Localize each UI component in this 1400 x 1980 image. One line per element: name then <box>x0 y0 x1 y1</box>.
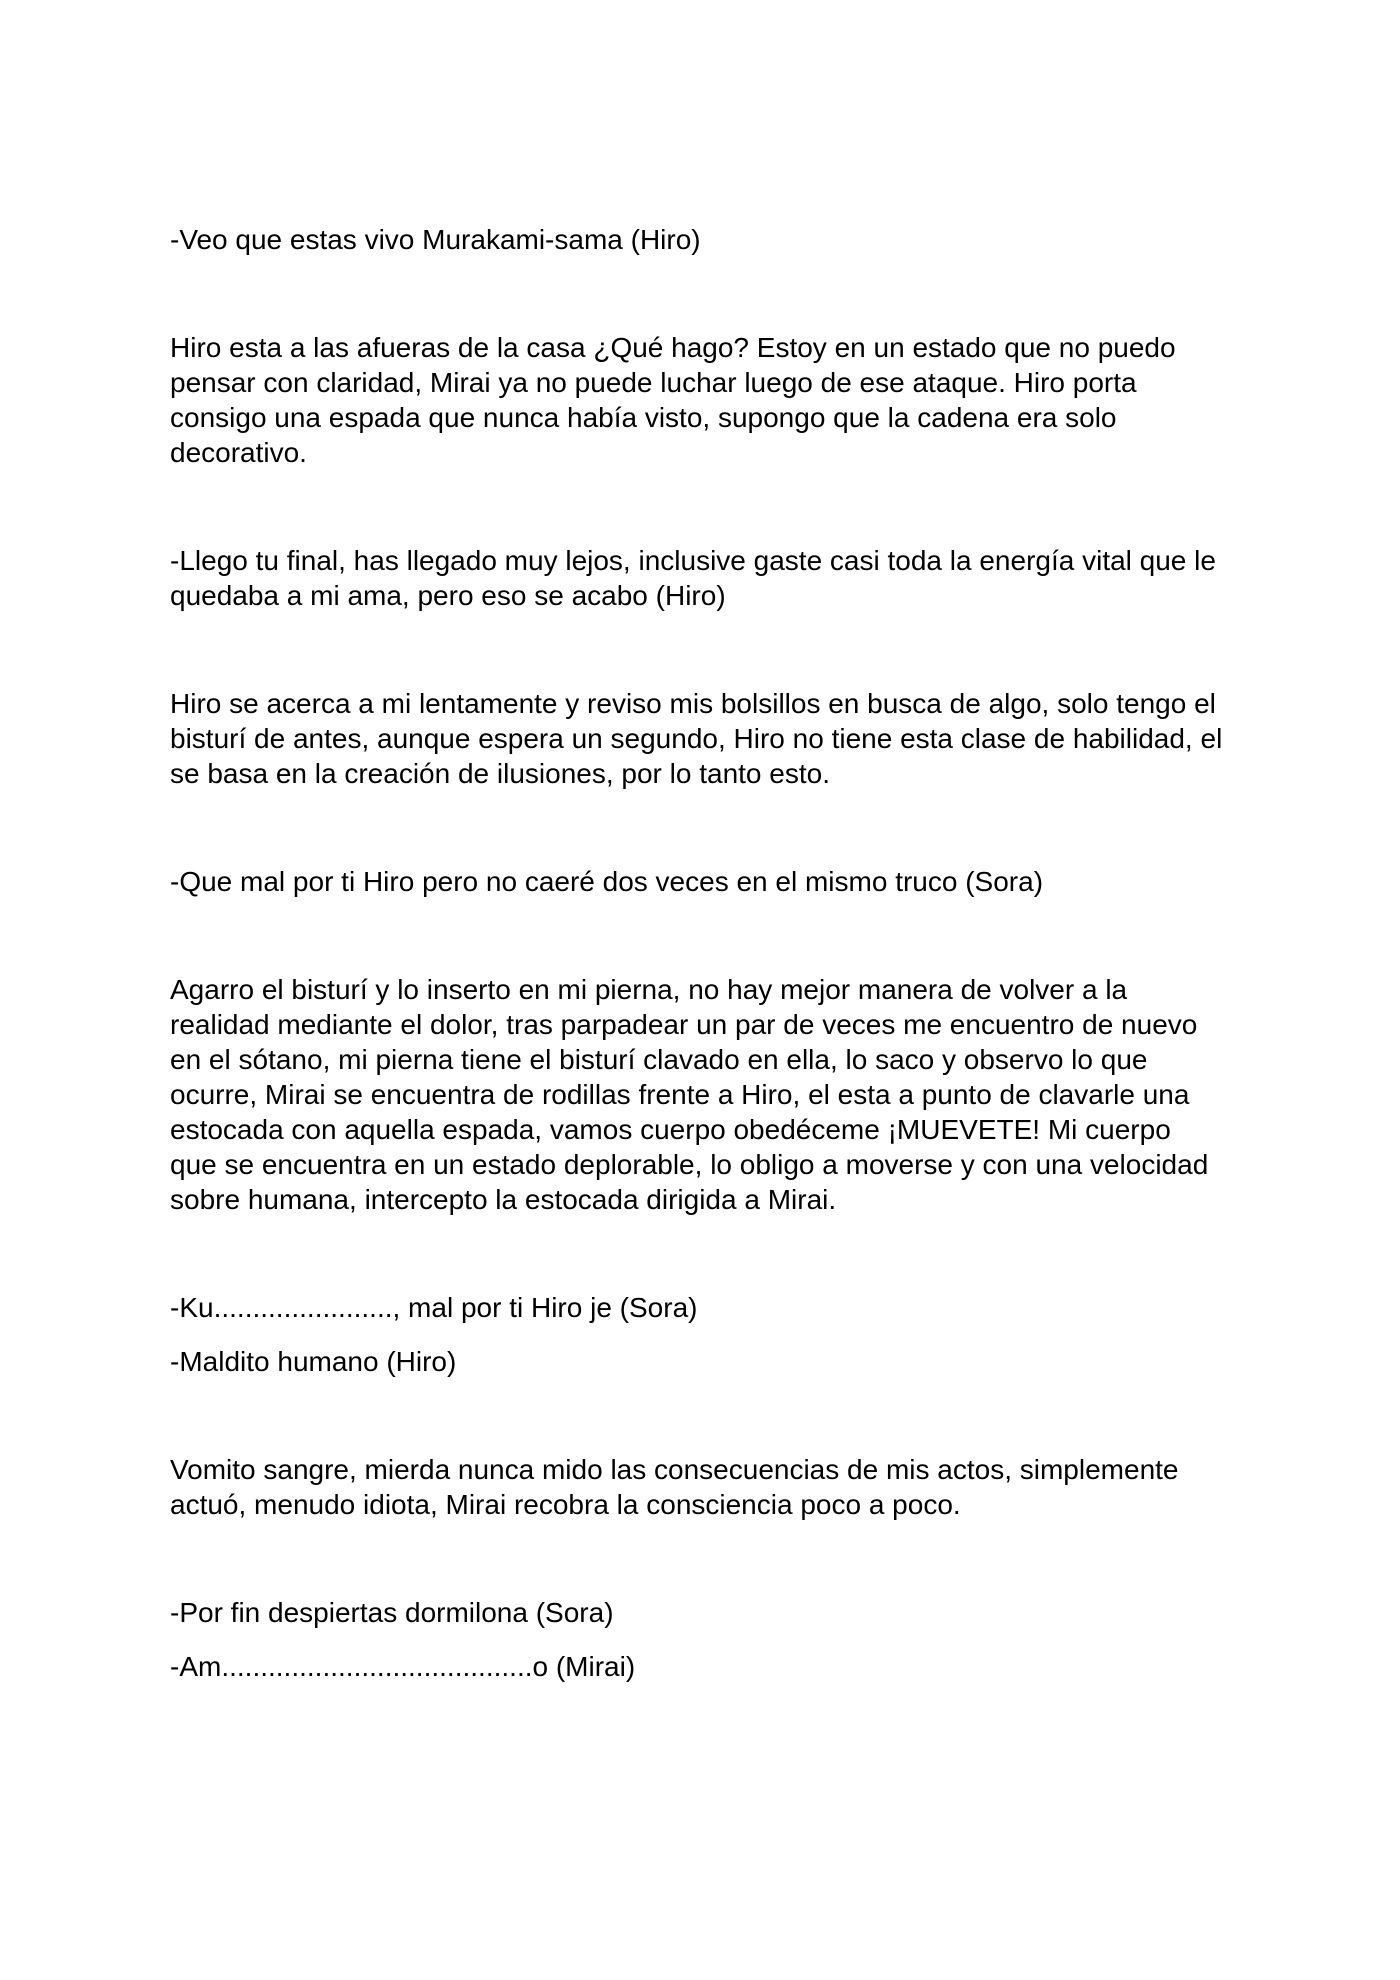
narration-line: actuó, menudo idiota, Mirai recobra la consciencia poco a poco. <box>170 1489 961 1520</box>
dialogue-line: quedaba a mi ama, pero eso se acabo (Hiro) <box>170 580 726 611</box>
narration-line: Agarro el bisturí y lo inserto en mi pierna, no hay mejor manera de volver a la <box>170 974 1128 1005</box>
narration-line: consigo una espada que nunca había visto, supongo que la cadena era solo <box>170 402 1117 433</box>
dialogue-line: -Veo que estas vivo Murakami-sama (Hiro) <box>170 224 701 255</box>
narration-line: pensar con claridad, Mirai ya no puede luchar luego de ese ataque. Hiro porta <box>170 367 1137 398</box>
narration-line: decorativo. <box>170 437 307 468</box>
narration-line: Hiro esta a las afueras de la casa ¿Qué hago? Estoy en un estado que no puedo <box>170 332 1176 363</box>
narration-line: Hiro se acerca a mi lentamente y reviso mis bolsillos en busca de algo, solo tengo el <box>170 688 1216 719</box>
dialogue-line: -Llego tu final, has llegado muy lejos, inclusive gaste casi toda la energía vital que le <box>170 545 1216 576</box>
narration-line: en el sótano, mi pierna tiene el bisturí clavado en ella, lo saco y observo lo que <box>170 1044 1148 1075</box>
narration-line: que se encuentra en un estado deplorable, lo obligo a moverse y con una velocidad <box>170 1149 1209 1180</box>
narration-line: bisturí de antes, aunque espera un segundo, Hiro no tiene esta clase de habilidad, el <box>170 723 1223 754</box>
dialogue-line: -Por fin despiertas dormilona (Sora) <box>170 1597 614 1628</box>
narration-line: ocurre, Mirai se encuentra de rodillas frente a Hiro, el esta a punto de clavarle una <box>170 1079 1190 1110</box>
dialogue-line: -Ku......................., mal por ti Hiro je (Sora) <box>170 1292 698 1323</box>
narration-line: sobre humana, intercepto la estocada dirigida a Mirai. <box>170 1184 837 1215</box>
narration-line: estocada con aquella espada, vamos cuerpo obedéceme ¡MUEVETE! Mi cuerpo <box>170 1114 1171 1145</box>
dialogue-line: -Maldito humano (Hiro) <box>170 1346 457 1377</box>
narration-line: Vomito sangre, mierda nunca mido las consecuencias de mis actos, simplemente <box>170 1454 1179 1485</box>
dialogue-line: -Am........................................o (Mirai) <box>170 1651 636 1682</box>
narration-line: realidad mediante el dolor, tras parpadear un par de veces me encuentro de nuevo <box>170 1009 1198 1040</box>
dialogue-line: -Que mal por ti Hiro pero no caeré dos veces en el mismo truco (Sora) <box>170 866 1044 897</box>
narration-line: se basa en la creación de ilusiones, por lo tanto esto. <box>170 758 830 789</box>
